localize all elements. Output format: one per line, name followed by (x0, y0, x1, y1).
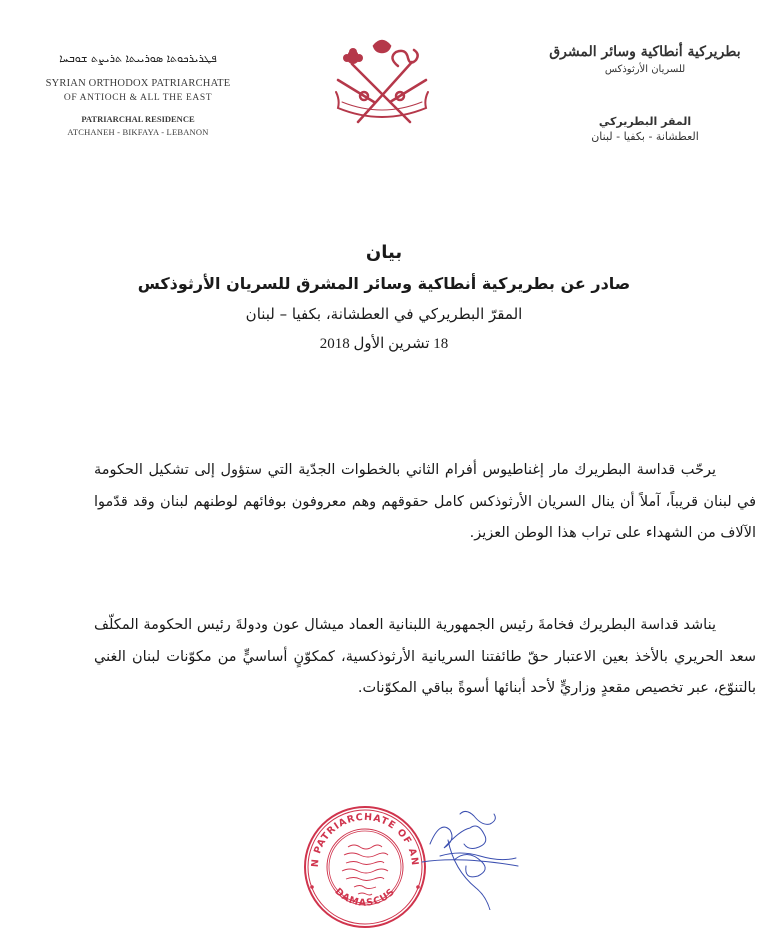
seal-bottom-text: DAMASCUS (332, 886, 398, 909)
letterhead-right (545, 45, 745, 143)
statement-title: بيان (365, 242, 403, 263)
patriarchal-crest-icon (328, 36, 436, 132)
signature-icon (420, 800, 520, 910)
seal-top-text: N PATRIARCHATE OF AN (309, 811, 421, 868)
svg-text:DAMASCUS (333, 886, 398, 909)
body-paragraph-1: يرحّب قداسة البطريرك مار إغناطيوس أفرام الثاني بالخطوات الجدّية التي ستؤول إلى تشكيل الحكومة في لبنان قريباً، آملاً أن ينال السريان الأرثوذكس كامل حقوقهم وهم معروفون بوفائهم لوطنهم لبنان وقد قدّموا الآلاف من الشهداء على تراب هذا الوطن العزيز. (94, 462, 756, 541)
letterhead-left (38, 52, 238, 137)
handwritten-signature (420, 800, 520, 910)
statement-heading (0, 238, 768, 359)
body-paragraph-2: يناشد قداسة البطريرك فخامةَ رئيس الجمهورية اللبنانية العماد ميشال عون ودولةَ رئيس الحكومة المكلّف سعد الحريري بالأخذ بعين الاعتبار حقّ طائفتنا السريانية الأرثوذكسية، كمكوّنٍ أساسيٍّ من مكوّنات لبنان الغني بالتنوّع، عبر تخصيص مقعدٍ وزاريٍّ لأحد أبنائها أسوةً بباقي المكوّنات. (94, 617, 756, 696)
letterhead-address: ATCHANEH - BIKFAYA - LEBANON (67, 127, 209, 137)
statement-date: 18 تشرين الأول 2018 (319, 336, 449, 352)
statement-subtitle: صادر عن بطريركية أنطاكية وسائر المشرق للسريان الأرثوذكس (137, 274, 631, 293)
letterhead-calligraphy (545, 45, 745, 95)
official-seal (300, 803, 430, 931)
crest-keys-icon (328, 36, 436, 132)
seal-stamp-icon (300, 803, 430, 931)
calligraphy-sub-text: للسريان الأرثوذكس (604, 64, 686, 75)
letterhead-residence-ar: المقر البطريركي (598, 115, 692, 128)
letterhead-residence: PATRIARCHAL RESIDENCE (81, 114, 195, 124)
statement-location: المقرّ البطريركي في العطشانة، بكفيا – لبنان (245, 305, 523, 323)
body-paragraph-2-block (94, 610, 756, 705)
letterhead-syriac-line: ܦܛܪܝܪܟܘܬܐ ܣܘܪܝܝܬܐ ܬܪܝܨܬ ܫܘܒܚܐ (59, 52, 217, 65)
letterhead-org-subtitle: OF ANTIOCH & ALL THE EAST (63, 93, 213, 103)
letterhead-org-name: SYRIAN ORTHODOX PATRIARCHATE (45, 78, 231, 89)
letterhead-address-ar: العطشانة - بكفيا - لبنان (591, 130, 699, 143)
calligraphy-arc-text: بطريركية أنطاكية وسائر المشرق (549, 44, 741, 60)
body-paragraph-1-block (94, 455, 756, 550)
